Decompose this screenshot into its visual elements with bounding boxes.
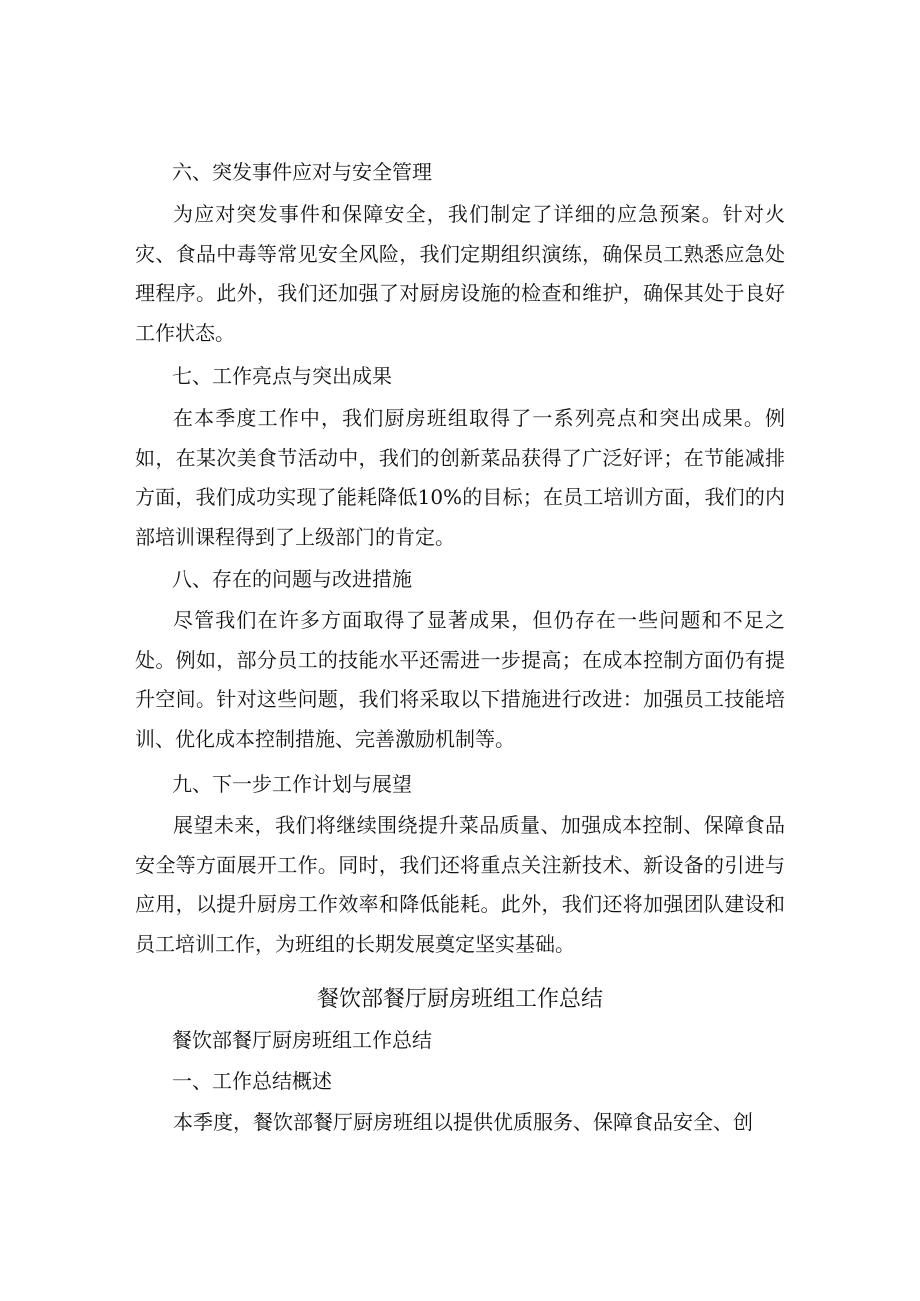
section-1-heading: 一、工作总结概述 [172, 1069, 332, 1093]
document-title: 餐饮部餐厅厨房班组工作总结 [316, 987, 603, 1012]
section-9-heading: 九、下一步工作计划与展望 [172, 772, 412, 796]
section-9-body: 展望未来，我们将继续围绕提升菜品质量、加强成本控制、保障食品安全等方面展开工作。同时，我们还将重点关注新技术、新设备的引进与应用，以提升厨房工作效率和降低能耗。此外，我们还将加强团队建设和员工培训工作，为班组的长期发展奠定坚实基础。 [135, 813, 785, 956]
section-6-body: 为应对突发事件和保障安全，我们制定了详细的应急预案。针对火灾、食品中毒等常见安全风险，我们定期组织演练，确保员工熟悉应急处理程序。此外，我们还加强了对厨房设施的检查和维护，确保其处于良好工作状态。 [135, 202, 785, 345]
section-7-heading: 七、工作亮点与突出成果 [172, 364, 392, 388]
section-8-heading: 八、存在的问题与改进措施 [172, 567, 412, 591]
section-1-body: 本季度，餐饮部餐厅厨房班组以提供优质服务、保障食品安全、创 [173, 1110, 753, 1134]
section-6-heading: 六、突发事件应对与安全管理 [172, 160, 432, 184]
section-7-body: 在本季度工作中，我们厨房班组取得了一系列亮点和突出成果。例如，在某次美食节活动中，我们的创新菜品获得了广泛好评；在节能减排方面，我们成功实现了能耗降低10%的目标；在员工培训方面，我们的内部培训课程得到了上级部门的肯定。 [135, 406, 785, 549]
document-subtitle: 餐饮部餐厅厨房班组工作总结 [172, 1028, 432, 1052]
section-8-body: 尽管我们在许多方面取得了显著成果，但仍存在一些问题和不足之处。例如，部分员工的技能水平还需进一步提高；在成本控制方面仍有提升空间。针对这些问题，我们将采取以下措施进行改进：加强员工技能培训、优化成本控制措施、完善激励机制等。 [135, 608, 785, 751]
